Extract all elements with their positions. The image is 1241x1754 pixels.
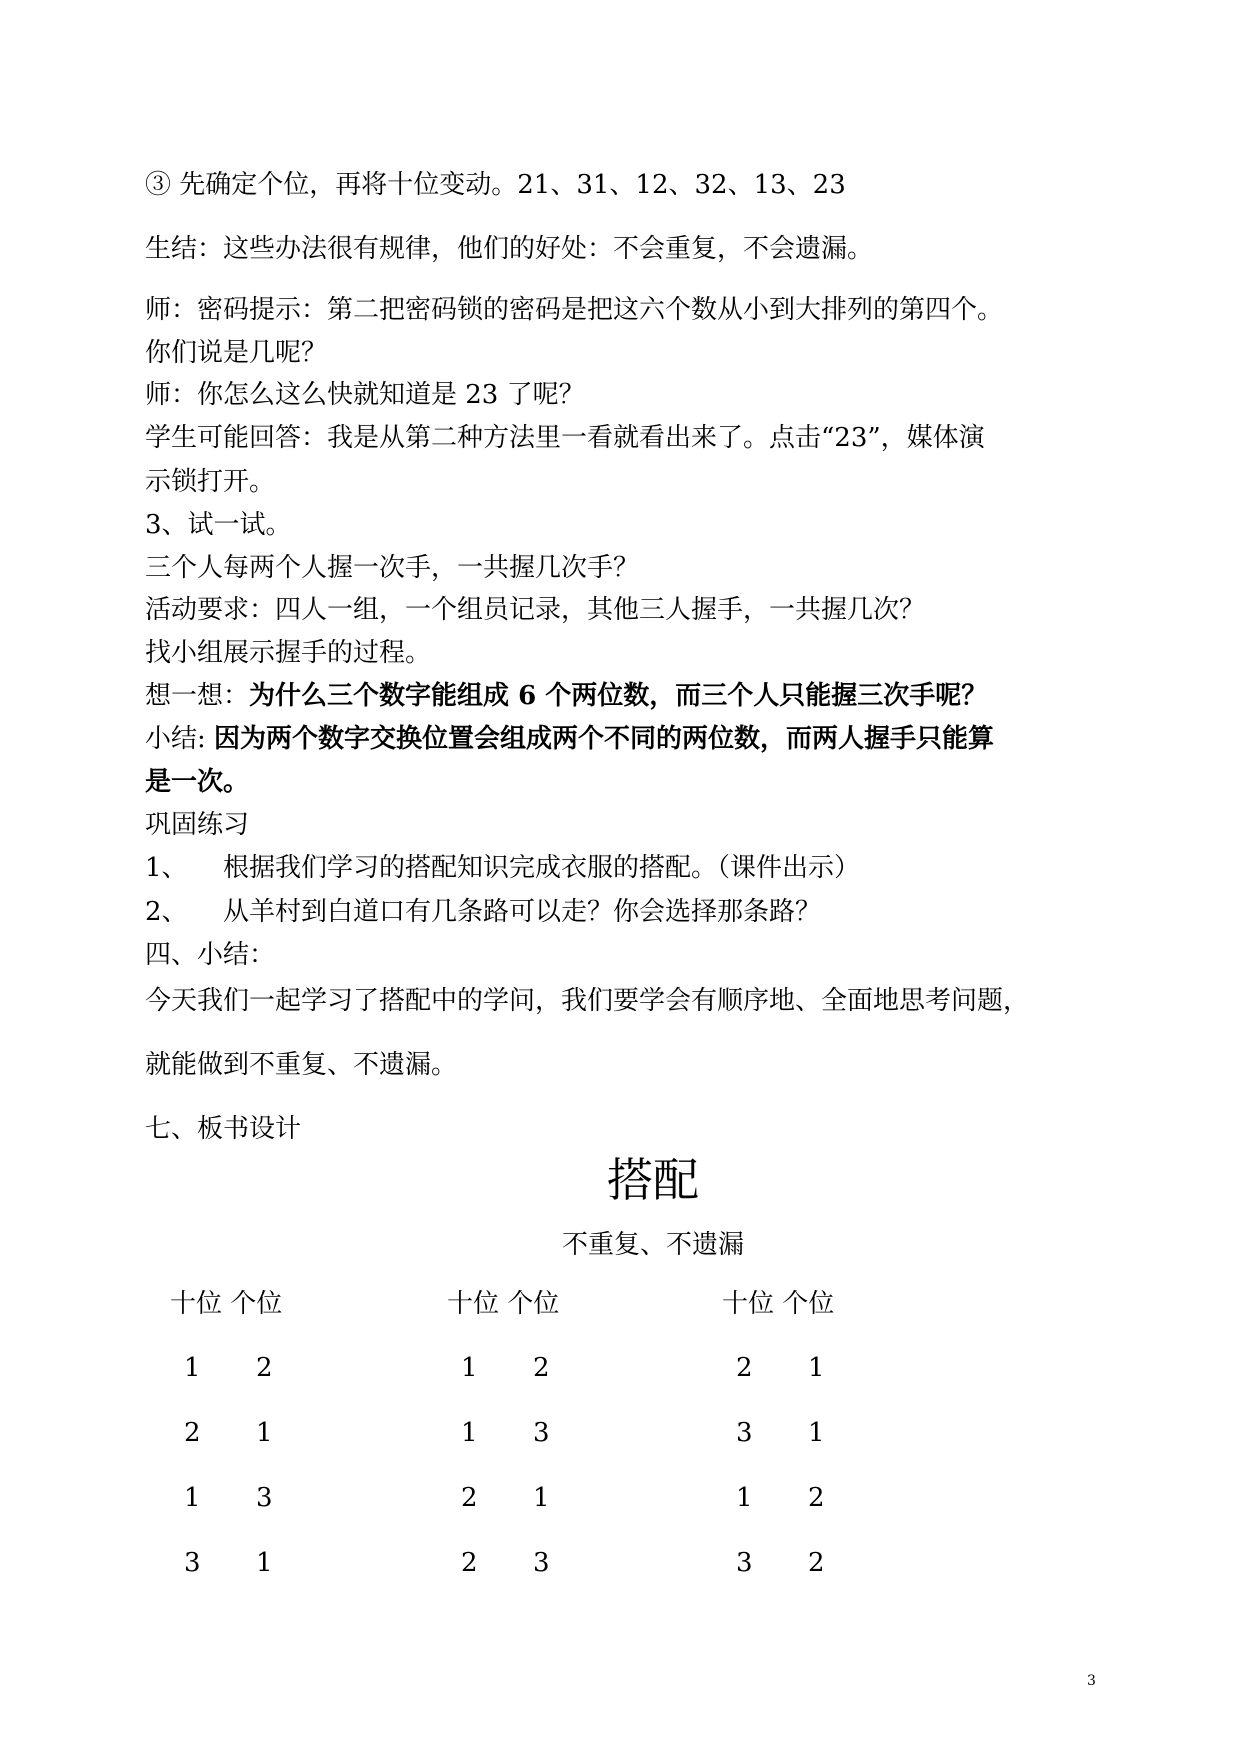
text-run: 活动要求：四人一组，一个组员记录，其他三人握手，一共握几次？ [145,595,926,625]
table-header: 十位 个位 [170,1289,283,1319]
text-run: ③ 先确定个位，再将十位变动。21、31、12、32、13、23 [145,170,846,200]
ones-digit: 1 [533,1483,550,1513]
digit-table [722,1287,892,1581]
table-header: 十位 个位 [722,1289,835,1319]
paragraph [145,1114,301,1144]
bold-text-run: 为什么三个数字能组成 6 个两位数，而三个人只能握三次手呢？ [249,681,988,711]
paragraph [145,767,249,797]
paragraph [145,940,275,970]
text-run: 师：你怎么这么快就知道是 23 了呢？ [145,380,585,410]
table-row [722,1516,892,1581]
table-row [447,1386,617,1451]
paragraph [145,338,327,368]
paragraph [145,234,873,264]
tens-digit: 1 [184,1353,201,1383]
paragraph [145,510,292,540]
table-row [722,1386,892,1451]
table-row [170,1321,340,1386]
ones-digit: 1 [808,1418,825,1448]
text-run: 从羊村到白道口有几条路可以走？你会选择那条路？ [223,897,822,927]
text-run: 三个人每两个人握一次手，一共握几次手？ [145,553,640,583]
text-run: 七、板书设计 [145,1114,302,1144]
paragraph [145,170,846,200]
paragraph [145,897,821,927]
tens-digit: 1 [461,1353,478,1383]
list-number: 1、 [145,853,188,883]
ones-digit: 3 [533,1418,550,1448]
ones-digit: 3 [533,1548,550,1578]
ones-digit: 1 [808,1353,825,1383]
page-number: 3 [1087,1673,1096,1689]
paragraph [145,595,925,625]
bold-text-run: 因为两个数字交换位置会组成两个不同的两位数，而两人握手只能算 [214,724,995,754]
table-row [722,1451,892,1516]
board-title: 搭配 [607,1153,699,1207]
paragraph [145,681,987,711]
table-row [447,1516,617,1581]
text-run: 3、试一试。 [145,510,292,540]
text-run: 四、小结： [145,940,276,970]
paragraph [145,553,639,583]
paragraph [145,853,860,883]
tens-digit: 2 [736,1353,753,1383]
text-run: 你们说是几呢？ [145,338,328,368]
ones-digit: 2 [256,1353,273,1383]
text-run: 小结: [145,724,215,754]
paragraph [145,638,431,668]
tens-digit: 1 [461,1418,478,1448]
ones-digit: 2 [808,1483,825,1513]
paragraph [145,986,1029,1016]
bold-text-run: 是一次。 [145,767,250,797]
tens-digit: 2 [184,1418,201,1448]
paragraph [145,810,249,840]
tens-digit: 1 [736,1483,753,1513]
digit-table [447,1287,617,1581]
table-row [447,1321,617,1386]
text-run: 巩固练习 [145,810,250,840]
ones-digit: 2 [533,1353,550,1383]
ones-digit: 3 [256,1483,273,1513]
table-row [447,1451,617,1516]
list-number: 2、 [145,897,188,927]
text-run: 示锁打开。 [145,467,276,497]
paragraph [145,724,994,754]
table-row [170,1451,340,1516]
paragraph [145,1050,457,1080]
board-subtitle: 不重复、不遗漏 [561,1230,744,1260]
tens-digit: 2 [461,1483,478,1513]
text-run: 师：密码提示：第二把密码锁的密码是把这六个数从小到大排列的第四个。 [145,295,1004,325]
text-run: 想一想： [145,681,250,711]
table-row [170,1516,340,1581]
ones-digit: 1 [256,1418,273,1448]
tens-digit: 3 [184,1548,201,1578]
ones-digit: 2 [808,1548,825,1578]
text-run: 今天我们一起学习了搭配中的学问，我们要学会有顺序地、全面地思考问题， [145,986,1030,1016]
table-header: 十位 个位 [447,1289,560,1319]
text-run: 生结：这些办法很有规律，他们的好处：不会重复，不会遗漏。 [145,234,874,264]
text-run: 找小组展示握手的过程。 [145,638,432,668]
tens-digit: 3 [736,1548,753,1578]
paragraph [145,295,1003,325]
text-run: 学生可能回答：我是从第二种方法里一看就看出来了。点击“23”，媒体演 [145,423,985,453]
table-row [170,1386,340,1451]
text-run: 根据我们学习的搭配知识完成衣服的搭配。（课件出示） [223,853,861,883]
paragraph [145,467,275,497]
paragraph [145,380,585,410]
tens-digit: 1 [184,1483,201,1513]
text-run: 就能做到不重复、不遗漏。 [145,1050,458,1080]
tens-digit: 3 [736,1418,753,1448]
tens-digit: 2 [461,1548,478,1578]
table-row [722,1321,892,1386]
paragraph [145,423,985,453]
ones-digit: 1 [256,1548,273,1578]
digit-table [170,1287,340,1581]
